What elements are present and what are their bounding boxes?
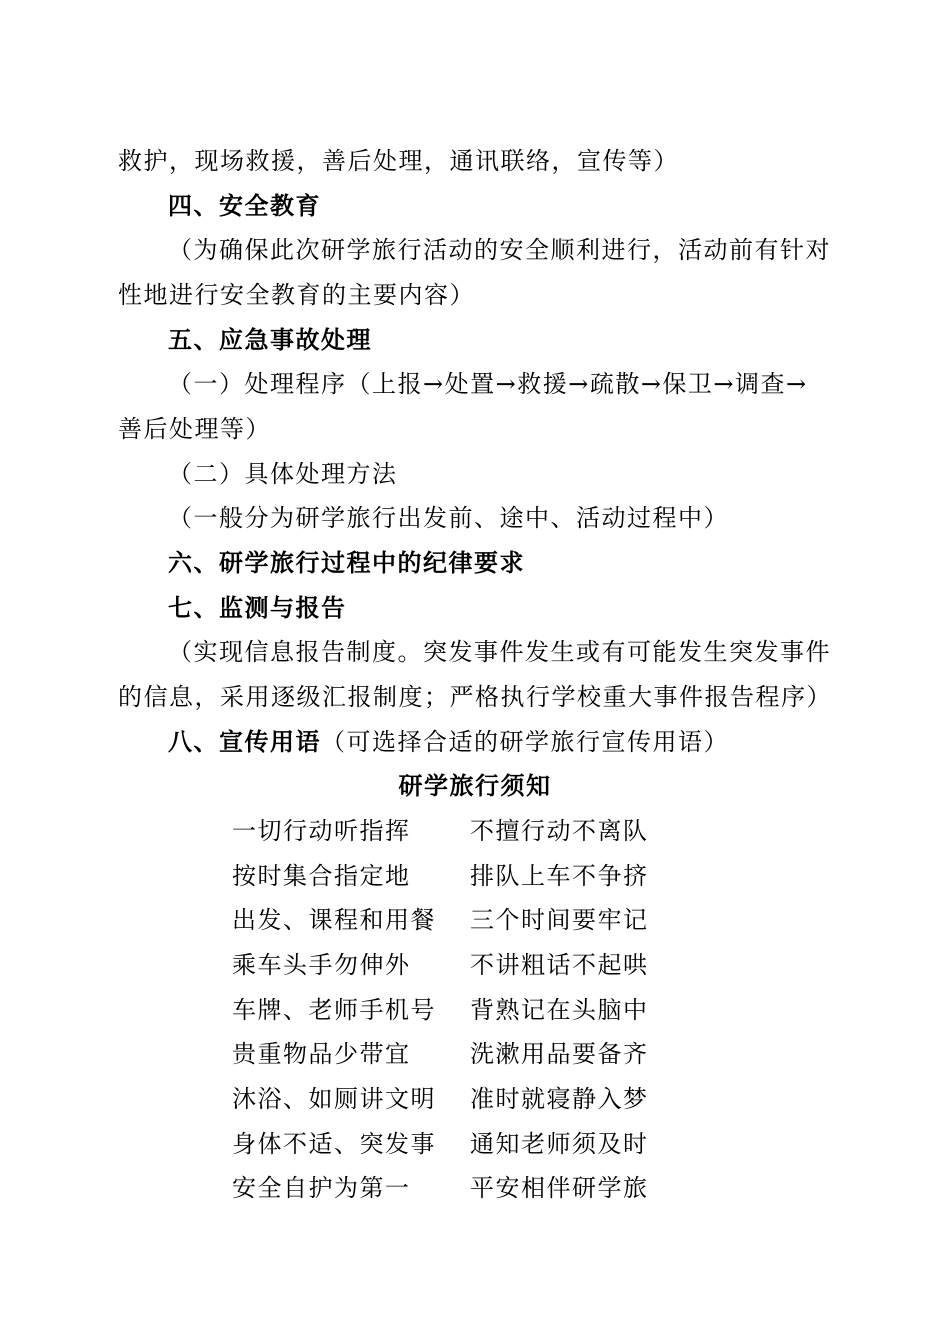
poem-right-line: 不擅行动不离队 [470,817,649,845]
body-text-line: （实现信息报告制度。突发事件发生或有可能发生突发事件 [168,638,831,666]
poem-row [0,905,950,935]
poem-row [0,816,950,846]
poem-left-line: 出发、课程和用餐 [232,906,436,934]
body-text-line: 救护，现场救援，善后处理，通讯联络，宣传等） [118,147,679,175]
body-text-line: （一般分为研学旅行出发前、途中、活动过程中） [168,504,729,532]
section-heading-6: 六、研学旅行过程中的纪律要求 [168,549,525,577]
poem-right-line: 排队上车不争挤 [470,862,649,890]
poem-row [0,1173,950,1203]
section-heading-8: 八、宣传用语 [168,728,321,756]
section-heading-7: 七、监测与报告 [168,594,347,622]
body-text-line: 善后处理等） [118,415,271,443]
poem-right-line: 平安相伴研学旅 [470,1174,649,1202]
poem-right-line: 不讲粗话不起哄 [470,951,649,979]
poem-left-line: 沐浴、如厕讲文明 [232,1085,436,1113]
poem-right-line: 洗漱用品要备齐 [470,1040,649,1068]
poem-row [0,861,950,891]
poem-row [0,995,950,1025]
poem-row [0,1039,950,1069]
poem-left-line: 一切行动听指挥 [232,817,411,845]
poem-right-line: 准时就寝静入梦 [470,1085,649,1113]
body-text-line: 性地进行安全教育的主要内容） [118,281,475,309]
body-text-line: （一）处理程序（上报→处置→救援→疏散→保卫→调查→ [168,370,808,398]
poem-right-line: 背熟记在头脑中 [470,996,649,1024]
poem-right-line: 三个时间要牢记 [470,906,649,934]
poem-right-line: 通知老师须及时 [470,1130,649,1158]
poem-row [0,950,950,980]
poem-left-line: 车牌、老师手机号 [232,996,436,1024]
poem-left-line: 身体不适、突发事 [232,1130,436,1158]
body-text-line: （为确保此次研学旅行活动的安全顺利进行，活动前有针对 [168,236,831,264]
poem-row [0,1129,950,1159]
section-heading-5: 五、应急事故处理 [168,326,372,354]
poem-row [0,1084,950,1114]
notice-title: 研学旅行须知 [398,772,552,800]
section-8-line [168,727,880,757]
section-8-note: （可选择合适的研学旅行宣传用语） [321,728,729,756]
poem-left-line: 乘车头手勿伸外 [232,951,411,979]
body-text-line: （二）具体处理方法 [168,460,398,488]
poem-left-line: 安全自护为第一 [232,1174,411,1202]
section-heading-4: 四、安全教育 [168,192,321,220]
poem-left-line: 按时集合指定地 [232,862,411,890]
body-text-line: 的信息，采用逐级汇报制度；严格执行学校重大事件报告程序） [118,683,832,711]
poem-left-line: 贵重物品少带宜 [232,1040,411,1068]
